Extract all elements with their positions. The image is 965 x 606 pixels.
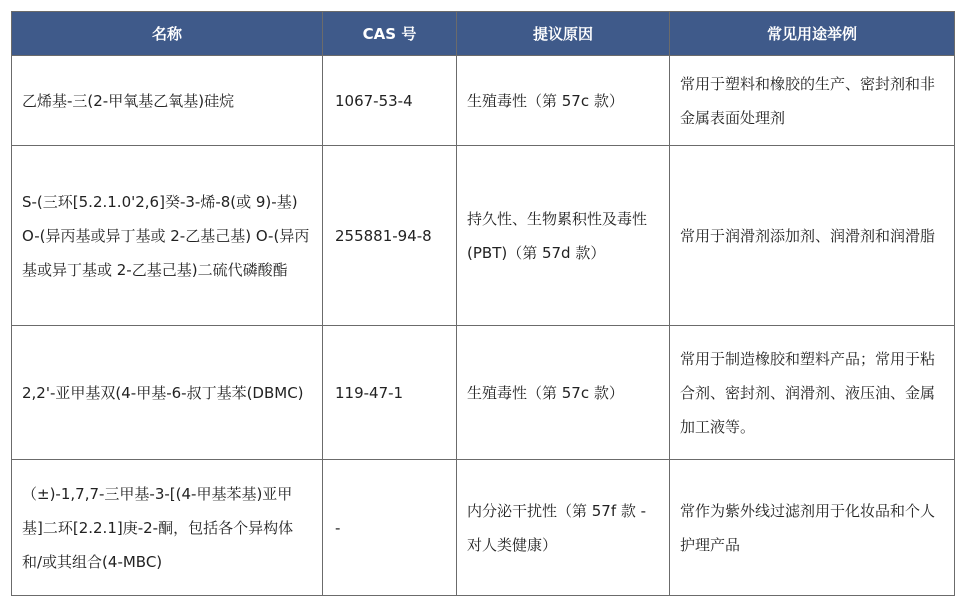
table-row (12, 146, 955, 326)
header-name: 名称 (12, 12, 323, 56)
cell-reason: 持久性、生物累积性及毒性(PBT)（第 57d 款） (457, 146, 670, 326)
table-row (12, 460, 955, 596)
cell-substance-name: （±)-1,7,7-三甲基-3-[(4-甲基苯基)亚甲基]二环[2.2.1]庚-2-酮，包括各个异构体和/或其组合(4-MBC) (12, 460, 323, 596)
cell-cas-number: 119-47-1 (323, 326, 457, 460)
header-uses: 常见用途举例 (670, 12, 955, 56)
cell-uses: 常用于制造橡胶和塑料产品；常用于粘合剂、密封剂、润滑剂、液压油、金属加工液等。 (670, 326, 955, 460)
cell-cas-number: 255881-94-8 (323, 146, 457, 326)
header-row (12, 12, 955, 56)
header-reason: 提议原因 (457, 12, 670, 56)
cell-cas-number: - (323, 460, 457, 596)
table-row (12, 56, 955, 146)
cell-substance-name: S-(三环[5.2.1.0'2,6]癸-3-烯-8(或 9)-基) O-(异丙基或异丁基或 2-乙基己基) O-(异丙基或异丁基或 2-乙基己基)二硫代磷酸酯 (12, 146, 323, 326)
cell-substance-name: 乙烯基-三(2-甲氧基乙氧基)硅烷 (12, 56, 323, 146)
cell-uses: 常作为紫外线过滤剂用于化妆品和个人护理产品 (670, 460, 955, 596)
cell-substance-name: 2,2'-亚甲基双(4-甲基-6-叔丁基苯(DBMC) (12, 326, 323, 460)
cell-reason: 生殖毒性（第 57c 款） (457, 326, 670, 460)
substance-table (11, 11, 955, 596)
cell-cas-number: 1067-53-4 (323, 56, 457, 146)
table-row (12, 326, 955, 460)
cell-uses: 常用于润滑剂添加剂、润滑剂和润滑脂 (670, 146, 955, 326)
cell-reason: 内分泌干扰性（第 57f 款 - 对人类健康） (457, 460, 670, 596)
cell-uses: 常用于塑料和橡胶的生产、密封剂和非金属表面处理剂 (670, 56, 955, 146)
header-cas: CAS 号 (323, 12, 457, 56)
cell-reason: 生殖毒性（第 57c 款） (457, 56, 670, 146)
